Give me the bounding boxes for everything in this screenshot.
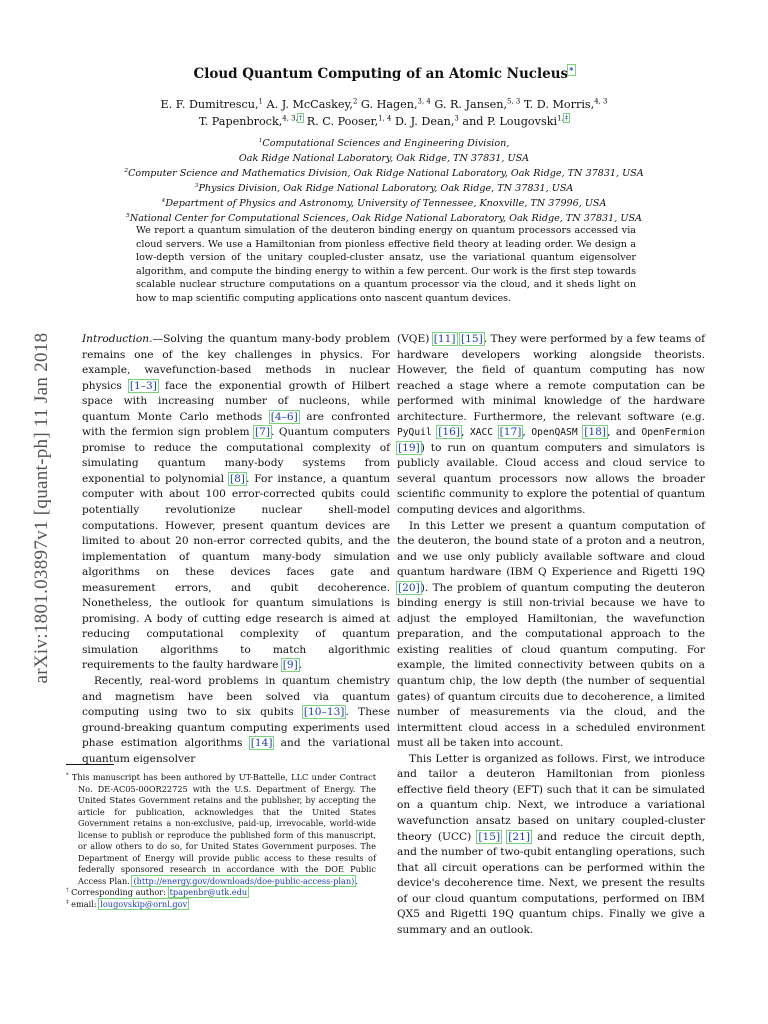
arxiv-stamp-text: arXiv:1801.03897v1 [quant-ph] 11 Jan 2018 (31, 332, 52, 684)
software-name: XACC (469, 427, 494, 439)
citation[interactable]: [11] (433, 333, 456, 345)
citation[interactable]: [18] (584, 426, 606, 439)
affiliations: $^1$Computational Sciences and Engineering Division, Oak Ridge National Laboratory, Oak Ridge, TN 37831, USA $^2$Computer Science and Mathematics Division, Oak Ridge National Laboratory, Oak Ridge, TN 37831, USA $^3$Physics Division, Oak Ridge National Laboratory, Oak Ridge, TN 37831, USA $^4$Department of Physics and Astronomy, University of Tennessee, Knoxville, TN 37996, USA $^5$National Center for Computational Sciences, Oak Ridge National Laboratory, Oak Ridge, TN 37831, USA (124, 136, 644, 224)
citation[interactable]: [17] (499, 426, 522, 439)
footnote-email: ‡ email: lougovskip@ornl.gov (66, 899, 188, 910)
email-author-mark[interactable]: ‡ (564, 114, 569, 123)
paragraph: (VQE) [11] [15]. They were performed by a few teams of hardware developers working alongside theorists. However, the field of quantum computing has now reached a stage where a remote computation can be performed with minimal knowledge of the hardware architecture. Furthermore, the relevant software (e.g. PyQuil [16], XACC [17], OpenQASM [18], and OpenFermion [19]) to run on quantum computers and simulators is publicly available. Cloud access and cloud service to several quantum processors now allows the broader scientific community to explore the potential of quantum computing devices and algorithms. (397, 333, 705, 517)
title-footnote-link[interactable]: * (569, 64, 574, 75)
corresponding-author-mark[interactable]: † (298, 114, 303, 123)
left-column (82, 332, 390, 767)
software-name: OpenQASM (531, 427, 578, 439)
paper-title: Cloud Quantum Computing of an Atomic Nucleus* (193, 64, 574, 82)
author-list: E. F. Dumitrescu,$^1$ A. J. McCaskey,$^2$ G. Hagen,$^{3, 4}$ G. R. Jansen,$^{5, 3}$ T. D. Morris,$^{4, 3}$ T. Papenbrock,$^{4, 3,\dagger}$ R. C. Pooser,$^{1, 4}$ D. J. Dean,$^3$ and P. Lougovski$^{1,\ddagger}$ (160, 97, 608, 128)
footnotes (66, 772, 376, 911)
doe-access-plan-link[interactable]: (http://energy.gov/downloads/doe-public-access-plan) (133, 875, 355, 886)
citation[interactable]: [4–6] (270, 410, 298, 423)
citation[interactable]: [8] (229, 472, 245, 485)
software-name: OpenFermion (641, 427, 705, 439)
arxiv-stamp (22, 268, 62, 748)
footnote-manuscript: * This manuscript has been authored by UT-Battelle, LLC under Contract No. DE-AC05-00OR22725 with the U.S. Department of Energy. The United States Government retains and the publisher, by accepting the article for publication, acknowledges that the United States Government retains a non-exclusive, paid-up, irrevocable, world-wide license to publish or reproduce the published form of this manuscript, or allow others to do so, for United States Government purposes. The Department of Energy will provide public access to these results of federally sponsored research in accordance with the DOE Public Access Plan. (http://energy.gov/downloads/doe-public-access-plan). (66, 772, 376, 886)
right-column (397, 332, 705, 938)
paragraph: Recently, real-word problems in quantum chemistry and magnetism have been solved via quantum computing using two to six qubits [10–13]. These ground-breaking quantum computing experiments used phase estimation algorithms [14] and the variational quantum eigensolver (82, 675, 390, 765)
section-heading-introduction: Introduction. (82, 333, 153, 345)
citation[interactable]: [20] (398, 581, 420, 594)
citation[interactable]: [21] (508, 830, 530, 843)
abstract: We report a quantum simulation of the deuteron binding energy on quantum processors accessed via cloud servers. We use a Hamiltonian from pionless effective field theory at leading order. We design a low-depth version of the unitary coupled-cluster ansatz, use the variational quantum eigensolver algorithm, and compute the binding energy to within a few percent. Our work is the first step towards scalable nuclear structure computations on a quantum processor via the cloud, and it sheds light on how to map scientific computing applications onto nascent quantum devices. (136, 225, 636, 304)
footnote-rule (66, 764, 114, 765)
author-email-link[interactable]: lougovskip@ornl.gov (100, 899, 188, 910)
paragraph: In this Letter we present a quantum computation of the deuteron, the bound state of a proton and a neutron, and we use only publicly available software and cloud quantum hardware (IBM Q Experience and Rigetti 19Q [20]). The problem of quantum computing the deuteron binding energy is still non-trivial because we have to adjust the employed Hamiltonian, the wavefunction preparation, and the computational approach to the existing realities of cloud quantum computing. For example, the limited connectivity between qubits on a quantum chip, the low depth (the number of sequential gates) of quantum circuits due to decoherence, a limited number of measurements via the cloud, and the intermittent cloud access in a scheduled environment must all be taken into account. (397, 519, 705, 750)
citation[interactable]: [14] (250, 737, 273, 750)
citation[interactable]: [19] (398, 441, 420, 454)
intro-paragraph: Introduction.—Solving the quantum many-body problem remains one of the key challenges in physics. For example, wavefunction-based methods in nuclear physics [1–3] face the exponential growth of Hilbert space with increasing number of nucleons, while quantum Monte Carlo methods [4–6] are confronted with the fermion sign problem [7]. Quantum computers promise to reduce the computational complexity of simulating quantum many-body systems from exponential to polynomial [8]. For instance, a quantum computer with about 100 error-corrected qubits could potentially revolutionize nuclear shell-model computations. However, present quantum devices are limited to about 20 non-error corrected qubits, and the implementation of quantum many-body simulation algorithms on these devices faces gate and measurement errors, and qubit decoherence. Nonetheless, the outlook for quantum simulations is promising. A body of cutting edge research is aimed at reducing computational complexity of quantum simulation algorithms to match algorithmic requirements to the faulty hardware [9]. (82, 333, 391, 672)
footnote-corresponding: † Corresponding author: tpapenbr@utk.edu (66, 887, 248, 898)
citation[interactable]: [1–3] (129, 379, 157, 392)
citation[interactable]: [9] (282, 659, 298, 672)
paragraph: This Letter is organized as follows. First, we introduce and tailor a deuteron Hamiltonian from pionless effective field theory (EFT) such that it can be simulated on a quantum chip. Next, we introduce a variational wavefunction ansatz based on unitary coupled-cluster theory (UCC) [15] [21] and reduce the circuit depth, and the number of two-qubit entangling operations, such that all circuit operations can be performed within the device's decoherence time. Next, we present the results of our cloud quantum computations, performed on IBM QX5 and Rigetti 19Q quantum chips. Finally we give a summary and an outlook. (397, 752, 705, 936)
citation[interactable]: [15] (478, 830, 501, 843)
software-name: PyQuil (397, 427, 432, 439)
citation[interactable]: [16] (438, 426, 460, 439)
corresponding-email-link[interactable]: tpapenbr@utk.edu (169, 887, 248, 898)
citation[interactable]: [10–13] (303, 706, 345, 719)
citation[interactable]: [15] (460, 333, 483, 345)
citation[interactable]: [7] (255, 426, 271, 439)
